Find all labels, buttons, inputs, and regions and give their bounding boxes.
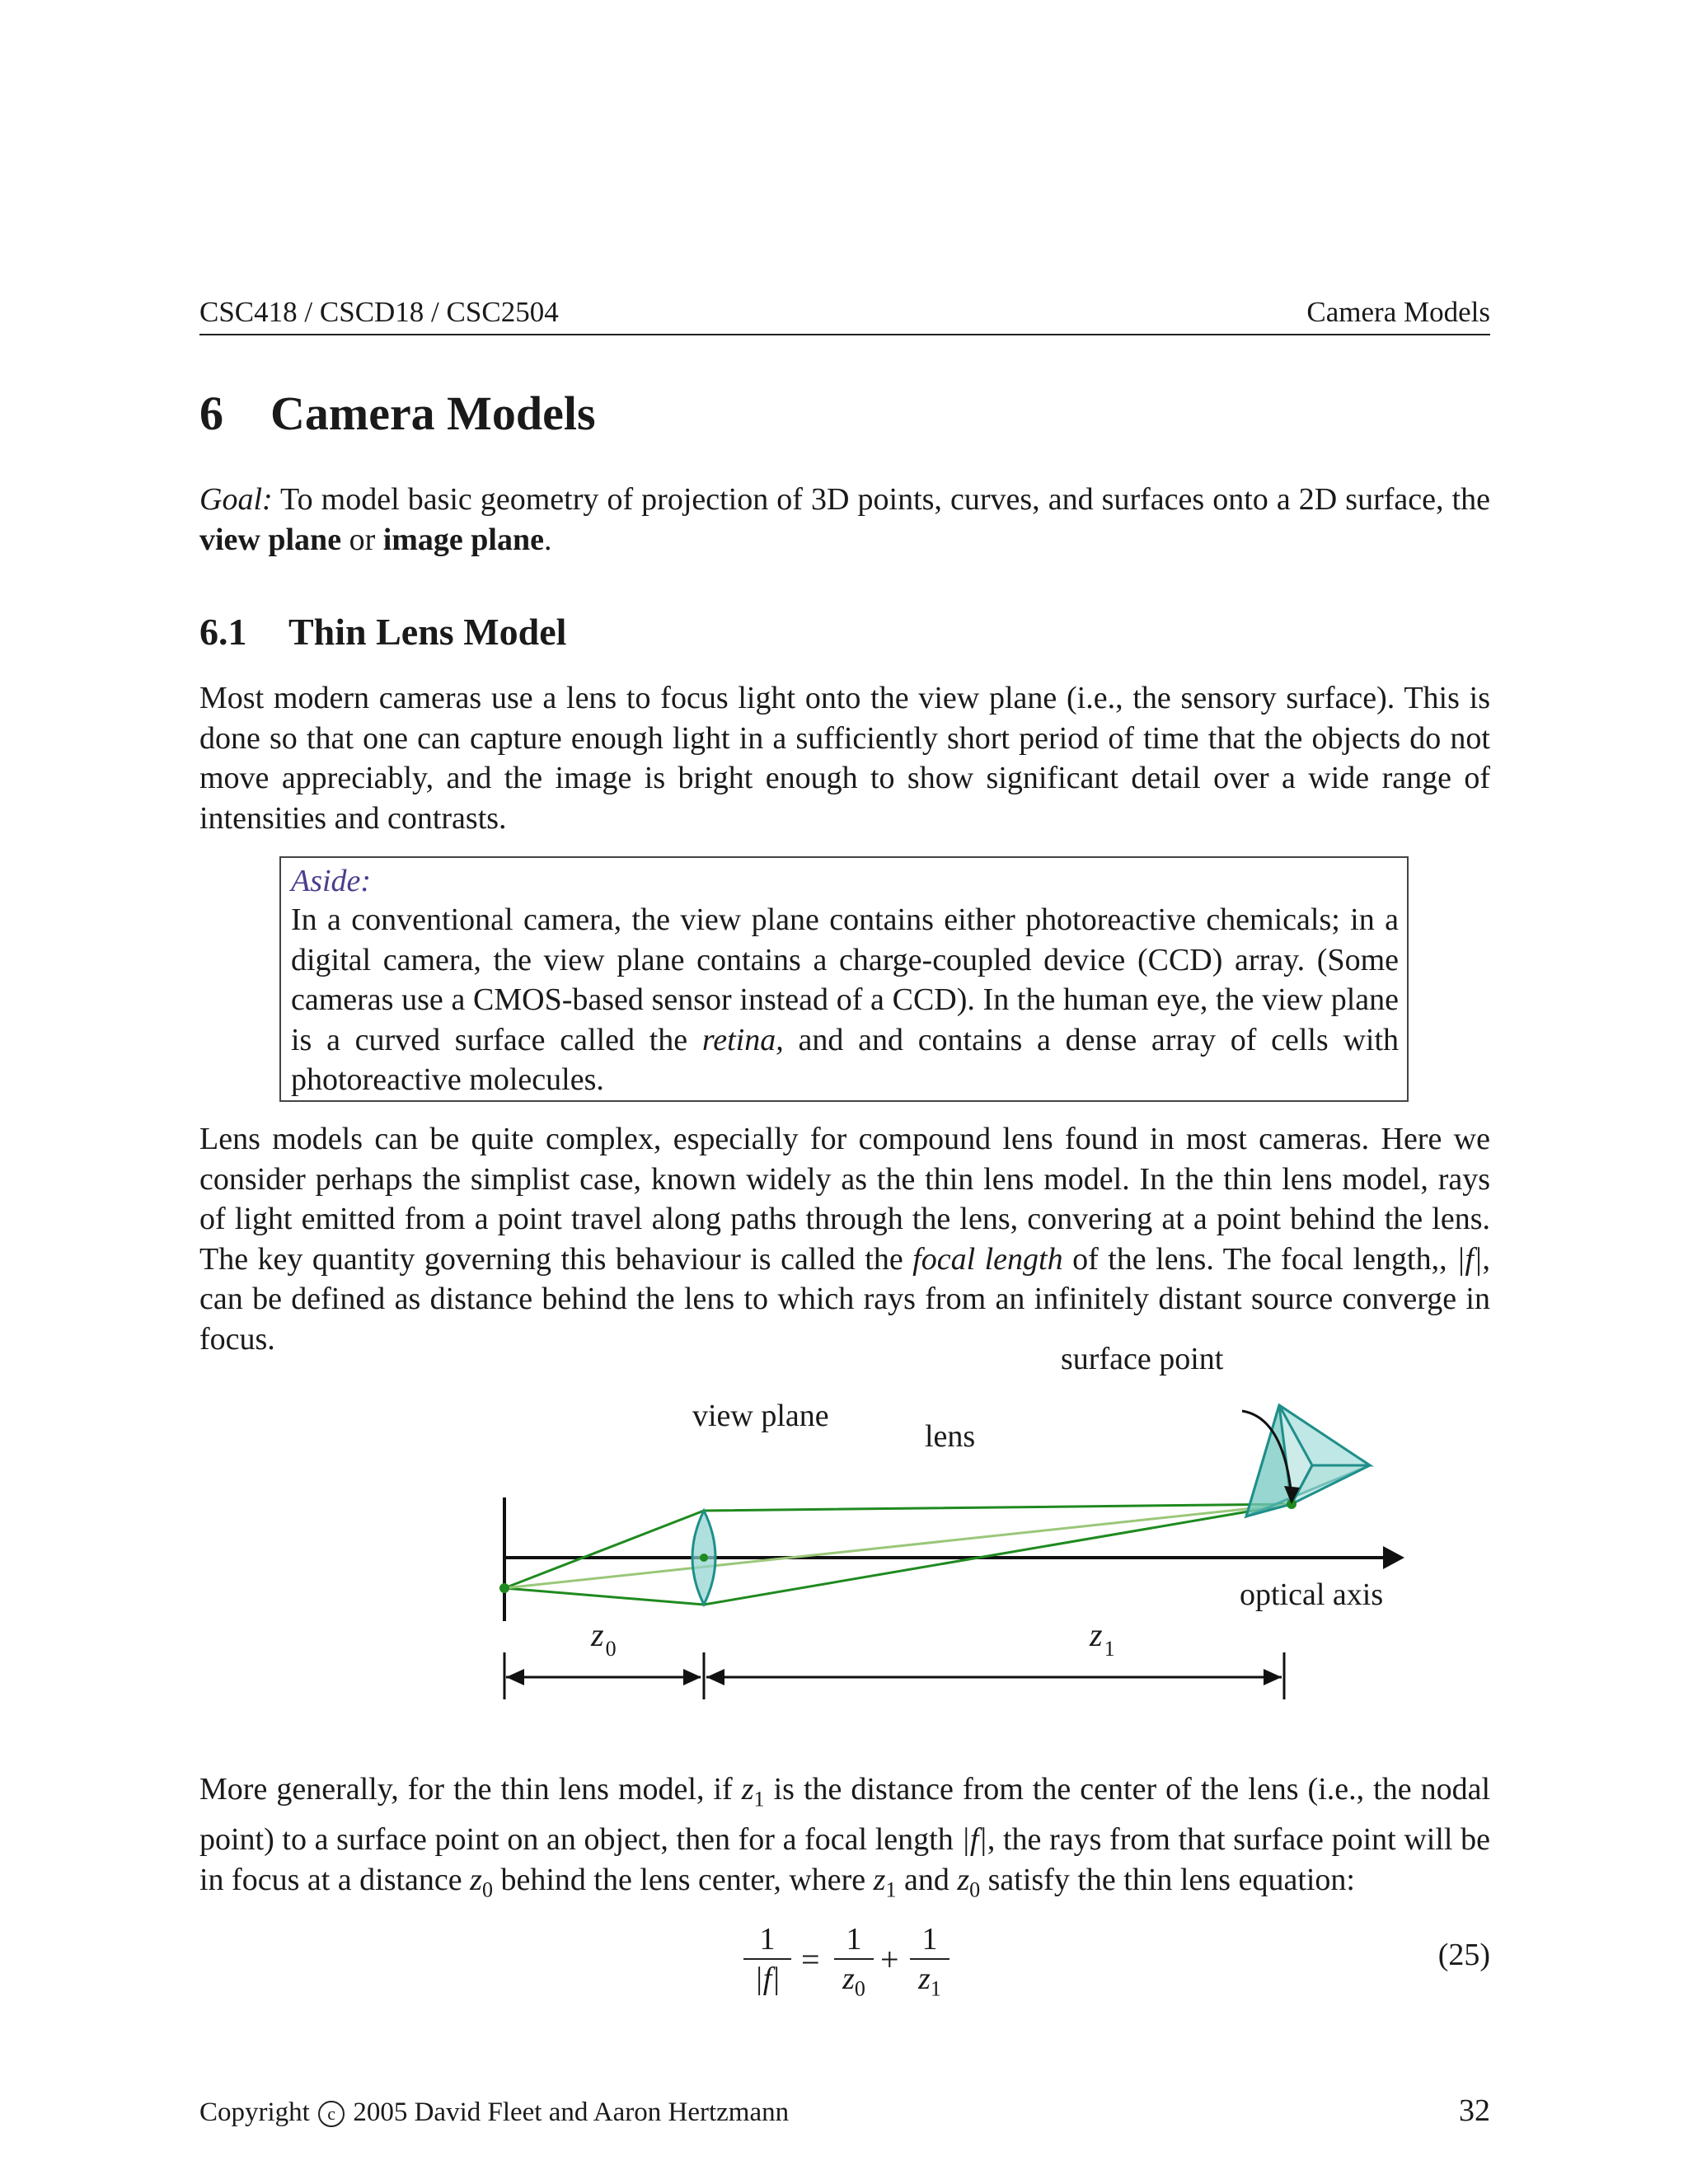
label-z1: $z_1$ [1090, 1616, 1115, 1661]
aside-title: Aside: [291, 864, 372, 898]
term-view-plane: view plane [199, 522, 342, 557]
goal-end: . [544, 522, 552, 557]
label-surface-point: surface point [1061, 1342, 1224, 1376]
label-view-plane: view plane [692, 1399, 829, 1433]
goal-paragraph [199, 480, 1490, 560]
frac-z1-num: 1 [921, 1922, 938, 1957]
sym-z0-sub: 0 [481, 1877, 493, 1902]
para2-b: of the lens. The focal length,, [1072, 1241, 1447, 1277]
sym-z0: z [470, 1862, 482, 1897]
para3-e: and [903, 1862, 950, 1897]
subsection-title: Thin Lens Model [288, 611, 567, 653]
aside-text-a: In a conventional camera, the view plane contains either photoreactive chemicals; in a digital camera, the view plane contains a charge-coupled device (CCD) array. (Some cameras use a CMOS-based sensor instead of a CCD). In the human eye, the view plane is a curved surface called the [291, 902, 1399, 1057]
frac-z0-den: $z_0$ [842, 1961, 865, 2001]
para3-c: , the rays from that surface point will be in focus at a distance [199, 1822, 1491, 1897]
term-focal-length: focal length [912, 1241, 1063, 1277]
focal-symbol: |f| [1456, 1241, 1483, 1277]
frac-f-den: |f| [754, 1961, 781, 1996]
sym-z1: z [741, 1772, 754, 1807]
dim-z0-arrow-right [683, 1669, 701, 1685]
sym-z1-b: z [873, 1862, 886, 1897]
sym-z0-b-sub: 0 [969, 1877, 981, 1902]
sym-z1-sub: 1 [753, 1787, 765, 1811]
section-title: Camera Models [270, 387, 596, 440]
label-lens: lens [925, 1419, 976, 1454]
paragraph-intro: Most modern cameras use a lens to focus light onto the view plane (i.e., the sensory surface). This is done so that one can capture enough light in a sufficiently short period of time that the objects do not move appreciably, and the image is bright enough to show significant detail over a wide range of intensities and contrasts. [199, 681, 1490, 836]
sym-z0-b: z [957, 1862, 970, 1897]
footer-copyright: Copyright c 2005 David Fleet and Aaron Hertzmann [199, 2097, 790, 2127]
sym-z1-b-sub: 1 [885, 1877, 897, 1902]
section-heading [199, 386, 596, 441]
sym-f: |f| [961, 1822, 987, 1858]
para3-g: satisfy the thin lens equation: [987, 1862, 1355, 1897]
plus-sign: + [880, 1941, 899, 1978]
dim-z1-arrow-left [706, 1669, 724, 1685]
frac-f-num: 1 [759, 1922, 776, 1957]
dim-z1-arrow-right [1264, 1669, 1282, 1685]
para2-c: , can be defined as distance behind the lens to which rays from an infinitely distant source converge in focus. [199, 1241, 1491, 1357]
aside-text-b: and and contains a dense array of cells with photoreactive molecules. [291, 1022, 1400, 1097]
label-optical-axis: optical axis [1240, 1577, 1384, 1612]
frac-z1 [910, 1920, 950, 2008]
image-point [499, 1583, 509, 1593]
running-header [199, 293, 1490, 335]
paragraph-thin-lens [199, 1769, 1490, 1910]
page-number: 32 [1459, 2093, 1490, 2128]
equation-number: (25) [1437, 1938, 1490, 1972]
paragraph-lens-models [199, 1119, 1490, 1359]
lens-center [700, 1554, 708, 1562]
subsection-heading [199, 610, 566, 654]
thin-lens-equation [199, 1920, 1490, 2011]
ray-lower [504, 1504, 1292, 1605]
optical-axis-arrowhead [1383, 1546, 1404, 1569]
header-course: CSC418 / CSCD18 / CSC2504 [199, 296, 559, 328]
frac-z1-den: $z_1$ [918, 1961, 941, 2001]
para3-d: behind the lens center, where [500, 1862, 866, 1897]
ray-chief [504, 1504, 1292, 1588]
thin-lens-figure [488, 1342, 1419, 1718]
eq-sign: = [801, 1941, 820, 1978]
aside-body [291, 900, 1399, 1100]
header-topic: Camera Models [1306, 296, 1490, 328]
goal-text: To model basic geometry of projection of 3D points, curves, and surfaces onto a 2D surface, the [280, 482, 1490, 517]
goal-or: or [349, 522, 376, 557]
aside-retina: retina, [701, 1022, 784, 1057]
section-number: 6 [199, 387, 223, 440]
copyright-symbol: c [318, 2101, 345, 2127]
frac-z0-num: 1 [846, 1922, 862, 1957]
dim-z0-arrow-left [506, 1669, 524, 1685]
frac-z0 [834, 1920, 874, 2008]
frac-f [743, 1920, 791, 1998]
aside-box [279, 856, 1409, 1102]
label-z0: $z_0$ [591, 1616, 617, 1661]
para3-b: is the distance from the center of the lens (i.e., the nodal point) to a surface point on an object, then for a focal length [199, 1772, 1491, 1858]
para2-a: Lens models can be quite complex, especially for compound lens found in most cameras. Here we consider perhaps the simplist case, known widely as the thin lens model. In the thin lens model, rays of light emitted from a point travel along paths through the lens, convering at a point behind the lens. The key quantity governing this behaviour is called the [199, 1122, 1490, 1277]
term-image-plane: image plane [382, 522, 544, 557]
goal-label: Goal: [199, 482, 273, 517]
subsection-number: 6.1 [199, 611, 247, 653]
para3-a: More generally, for the thin lens model, if [199, 1772, 733, 1807]
